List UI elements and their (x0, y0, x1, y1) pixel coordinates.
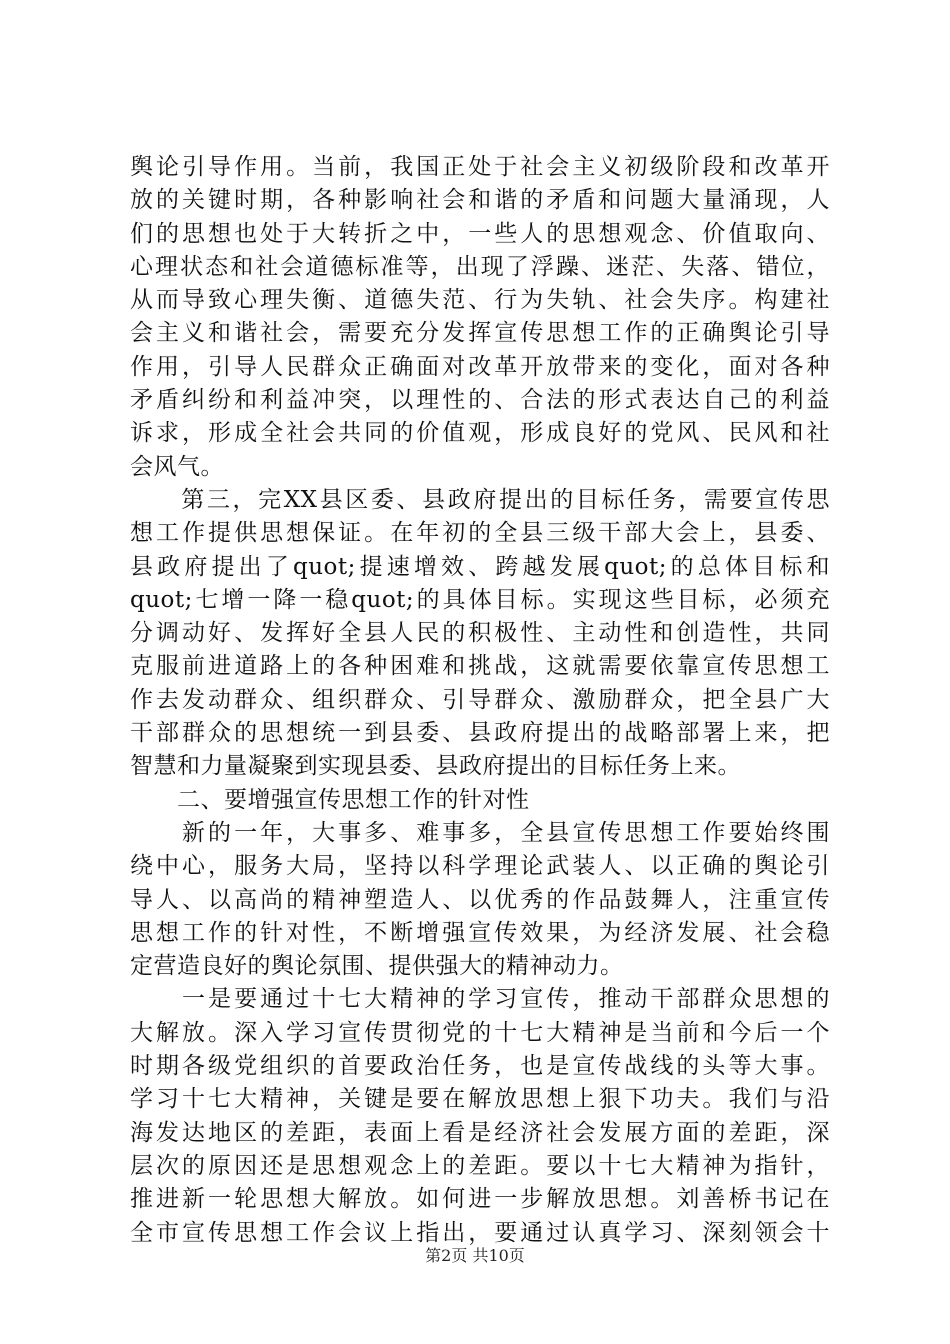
text-line: 分调动好、发挥好全县人民的积极性、主动性和创造性，共同 (130, 620, 830, 647)
page-footer: 第2页 共10页 (425, 1246, 525, 1265)
text-line: 定营造良好的舆论氛围、提供强大的精神动力。 (130, 953, 624, 980)
text-line: 心理状态和社会道德标准等，出现了浮躁、迷茫、失落、错位， (130, 253, 830, 280)
text-line: 二、要增强宣传思想工作的针对性 (130, 786, 530, 813)
text-line: 克服前进道路上的各种困难和挑战，这就需要依靠宣传思想工 (130, 653, 830, 680)
text-line: 第三，完XX县区委、县政府提出的目标任务，需要宣传思 (130, 486, 830, 513)
text-line: 诉求，形成全社会共同的价值观，形成良好的党风、民风和社 (130, 420, 830, 447)
text-line: 矛盾纠纷和利益冲突，以理性的、合法的形式表达自己的利益 (130, 387, 830, 414)
text-line: 县政府提出了quot;提速增效、跨越发展quot;的总体目标和 (130, 553, 830, 580)
text-line: 干部群众的思想统一到县委、县政府提出的战略部署上来，把 (130, 720, 830, 747)
text-line: 从而导致心理失衡、道德失范、行为失轨、社会失序。构建社 (130, 287, 830, 314)
text-line: 绕中心，服务大局，坚持以科学理论武装人、以正确的舆论引 (130, 853, 830, 880)
text-line: 新的一年，大事多、难事多，全县宣传思想工作要始终围 (130, 819, 830, 846)
text-line: 学习十七大精神，关键是要在解放思想上狠下功夫。我们与沿 (130, 1086, 830, 1113)
text-line: 们的思想也处于大转折之中，一些人的思想观念、价值取向、 (130, 220, 830, 247)
text-line: 会主义和谐社会，需要充分发挥宣传思想工作的正确舆论引导 (130, 320, 830, 347)
text-line: 大解放。深入学习宣传贯彻党的十七大精神是当前和今后一个 (130, 1019, 830, 1046)
body-text (130, 151, 830, 1250)
text-line: 海发达地区的差距，表面上看是经济社会发展方面的差距，深 (130, 1119, 830, 1146)
text-line: 舆论引导作用。当前，我国正处于社会主义初级阶段和改革开 (130, 154, 830, 180)
text-line: 全市宣传思想工作会议上指出，要通过认真学习、深刻领会十 (130, 1219, 830, 1246)
text-line: 时期各级党组织的首要政治任务，也是宣传战线的头等大事。 (130, 1053, 830, 1080)
text-line: 导人、以高尚的精神塑造人、以优秀的作品鼓舞人，注重宣传 (130, 886, 830, 913)
text-line: quot;七增一降一稳quot;的具体目标。实现这些目标，必须充 (130, 586, 830, 613)
text-line: 思想工作的针对性，不断增强宣传效果，为经济发展、社会稳 (130, 919, 830, 946)
text-line: 作用，引导人民群众正确面对改革开放带来的变化，面对各种 (130, 353, 830, 380)
text-line: 一是要通过十七大精神的学习宣传，推动干部群众思想的 (130, 986, 830, 1013)
text-line: 放的关键时期，各种影响社会和谐的矛盾和问题大量涌现，人 (130, 187, 830, 214)
text-line: 作去发动群众、组织群众、引导群众、激励群众，把全县广大 (130, 686, 830, 713)
text-line: 想工作提供思想保证。在年初的全县三级干部大会上，县委、 (130, 520, 830, 547)
text-line: 推进新一轮思想大解放。如何进一步解放思想。刘善桥书记在 (130, 1186, 830, 1213)
text-line: 会风气。 (130, 453, 224, 480)
text-line: 智慧和力量凝聚到实现县委、县政府提出的目标任务上来。 (130, 753, 741, 780)
text-line: 层次的原因还是思想观念上的差距。要以十七大精神为指针， (130, 1152, 830, 1179)
